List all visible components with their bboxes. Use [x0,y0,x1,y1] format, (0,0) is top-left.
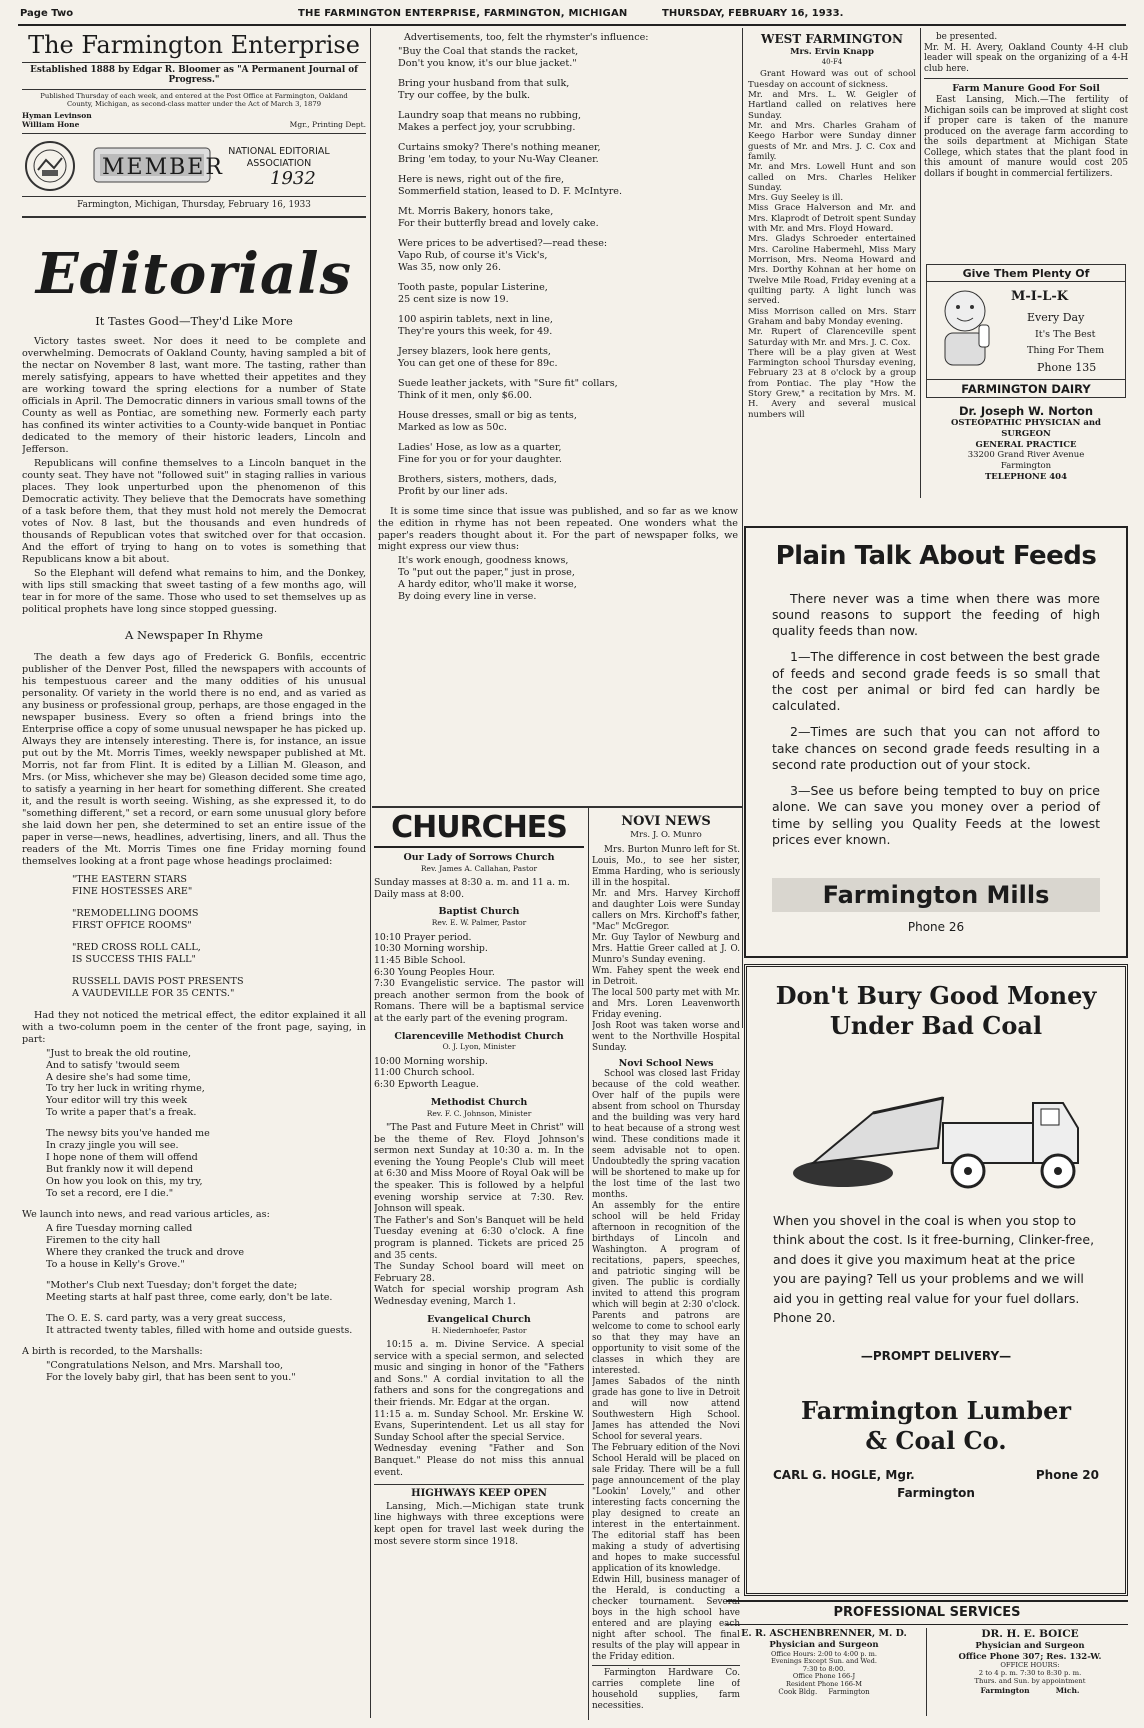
coal-title: Under Bad Coal [829,1011,1043,1040]
rhyme-verse: 100 aspirin tablets, next in line, They're yours this week, for 49. [398,313,553,337]
association-year: 1932 [270,168,316,190]
dairy-name: FARMINGTON DAIRY [927,379,1125,396]
rhyme-verse: The O. E. S. card party, was a very great success, It attracted twenty tables, filled with home and outside guests. [46,1313,353,1337]
rhyme-headline: RUSSELL DAVIS POST PRESENTS A VAUDEVILLE FOR 35 CENTS." [72,975,244,999]
coal-company: & Coal Co. [865,1426,1007,1456]
feeds-paragraph: 1—The difference in cost between the best grade of feeds and second grade feeds is so small that the cost per animal or bird fed can hardly be calculated. [772,649,1100,713]
hardware-text: Farmington Hardware Co. carries complete line of household supplies, farm necessities. [592,1665,740,1712]
doctor-location: Farmington Mich. [980,1685,1080,1695]
rhyme-verse: House dresses, small or big as tents, Marked as low as 50c. [398,409,577,433]
masthead-established: Established 1888 by Edgar R. Bloomer as "A Permanent Journal of Progress." [30,64,358,86]
editorial-paragraph: A birth is recorded, to the Marshalls: [22,1346,203,1358]
coal-title: Don't Bury Good Money [775,981,1097,1010]
rhyme-verse: "Buy the Coal that stands the racket, Don't you know, it's our blue jacket." [398,45,579,69]
masthead-published: Published Thursday of each week, and entered at the Post Office at Farmington, Oakland County, Michigan, as second-class matter under the Act of March 3, 1879 [40,91,348,108]
editorial-paragraph: Victory tastes sweet. Nor does it need to be complete and overwhelming. Democrats of Oakland County, having sampled a bit of the nectar on November 8 last, want more. The tasting, rather than merely satisfying, appears to have whetted their appetites and they are working toward the spring elections for a number of State officials in April. The Democratic dinners in various small towns of the County as well as Pontiac, are something new. Formerly each party has confined its winter activities to a County-wide banquet in Pontiac dedicated to the memory of their historic leaders, Lincoln and Jefferson. [22,335,366,455]
rhyme-headline: "REMODELLING DOOMS FIRST OFFICE ROOMS" [72,907,199,931]
editorials-column [22,244,366,1726]
west-farmington-byline: Mrs. Ervin Knapp [790,47,874,57]
novi-news-section [592,810,740,1720]
dairy-line2: M-I-L-K [1011,289,1069,304]
norton-town: Farmington [1000,460,1052,471]
novi-byline: Mrs. J. O. Munro [630,830,702,841]
manure-text: East Lansing, Mich.—The fertility of Michigan soils can be improved at slight cost if proper care is taken of the manure produced on the average farm according to the soils department at Michigan State College, which states that the plant food in this amount of manure would cost 205 dollars if bought in commercial fertilizers. [924,95,1128,179]
rhyme-verse: Here is news, right out of the fire, Sommerfield station, leased to D. F. McIntyre. [398,173,623,197]
feeds-ad [744,526,1128,958]
churches-section [374,810,584,1720]
doctor-name: DR. H. E. BOICE [981,1628,1079,1640]
rhyme-headline: "RED CROSS ROLL CALL, IS SUCCESS THIS FALL" [72,941,201,965]
editorial-headline: A Newspaper In Rhyme [125,627,263,642]
church-text: 10:00 Morning worship. 11:00 Church school. 6:30 Epworth League. [374,1055,488,1091]
churches-banner: CHURCHES [374,810,584,848]
church-pastor: Rev. E. W. Palmer, Pastor [431,918,527,928]
feeds-phone: Phone 26 [907,920,965,934]
rhyme-verse: Laundry soap that means no rubbing, Makes a perfect joy, your scrubbing. [398,109,582,133]
novi-text: School was closed last Friday because of the cold weather. Over half of the pupils were absent from school on Thursday and the building was very hard to heat because of a strong west wind. These conditions made it seem advisable not to open. Undoubtedly the spring vacation will be shortened to make up for the lost time of the last two months. An assembly for the entire school will be held Friday afternoon in recognition of the birthdays of Lincoln and Washington. A program of recitations, papers, speeches, and patriotic singing will be given. The public is cordially invited to attend this program which will begin at 2:30 o'clock. Parents and patrons are welcome to come to school early so that they may have an opportunity to visit some of the classes in which they are interested. James Sabados of the ninth grade has gone to live in Detroit and will now attend Southwestern High School. James has attended the Novi School for several years. The February edition of the Novi School Herald will be placed on sale Friday. There will be a full page announcement of the play "Lookin' Lovely," and other interesting facts concerning the play designed to create an interest in the entertainment. The editorial staff has been making a study of advertising and hopes to make successful application of its knowledge. Edwin Hill, business manager of the Herald, is conducting a checker tournament. Several boys in the high school have entered and are playing each night after school. The final results of the play will appear in the Friday edition. [592,1069,740,1662]
rhyme-verse: Mt. Morris Bakery, honors take, For their butterfly bread and lovely cake. [398,205,599,229]
feeds-paragraph: 2—Times are such that you can not afford to take chances on second grade feeds resulting in a second rate production out of your stock. [772,724,1100,772]
masthead-rule [22,89,366,90]
church-pastor: H. Niedernhoefer, Pastor [431,1325,527,1335]
page-number: Page Two [20,8,74,19]
west-farmington-phone: 40-F4 [821,57,843,66]
rhyme-verse: Brothers, sisters, mothers, dads, Profit by our liner ads. [398,473,557,497]
coal-phone: Phone 20 [1035,1468,1099,1483]
doctor-phone: Office Phone 307; Res. 132-W. [958,1651,1102,1662]
church-name: Clarenceville Methodist Church [394,1030,564,1042]
church-name: Our Lady of Sorrows Church [403,852,555,863]
highways-text: Lansing, Mich.—Michigan state trunk line highways with three exceptions were kept open for travel last week during the most severe storm since 1918. [374,1500,584,1547]
novi-text: Mrs. Burton Munro left for St. Louis, Mo., to see her sister, Emma Harding, who is seriously ill in the hospital. Mr. and Mrs. Harvey Kirchoff and daughter Lois were Sunday callers on Mrs. Kirchoff's father, "Mac" McGregor. Mr. Guy Taylor of Newburg and Mrs. Hattie Greer called at J. O. Munro's Sunday evening. Wm. Fahey spent the week end in Detroit. The local 500 party met with Mr. and Mrs. Loren Leavenworth Friday evening. Josh Root was taken worse and went to the Northville Hospital Sunday. [592,844,740,1053]
doctor-hours: Office Hours: 2:00 to 4:00 p. m. Evenings Except Sun. and Wed. 7:30 to 8:00. Office Phone 166-J Resident Phone 166-M [771,1649,877,1688]
masthead-editor2: William Hone [22,120,80,130]
doctor-title: Physician and Surgeon [769,1639,879,1650]
rhyme-verse: The newsy bits you've handed me In crazy jingle you will see. I hope none of them will offend But frankly now it will depend On how you look on this, my try, To set a record, ere I die." [46,1128,210,1200]
masthead-editor1: Hyman Levinson [22,111,92,121]
association-name: NATIONAL EDITORIAL ASSOCIATION [228,146,330,170]
doctor-card [932,1628,1128,1695]
column-rule [370,28,371,1718]
coal-truck-icon [773,1053,1103,1203]
baby-illustration-icon [933,285,999,369]
novi-school-headline: Novi School News [618,1057,714,1069]
masthead-printing: Mgr., Printing Dept. [289,120,366,130]
coal-prompt: —PROMPT DELIVERY— [860,1349,1012,1364]
column-rule [742,28,743,1028]
rhyme-verse: Curtains smoky? There's nothing meaner, Bring 'em today, to your Nu-Way Cleaner. [398,141,601,165]
column-rule [920,28,921,498]
coal-manager: CARL G. HOGLE, Mgr. [773,1468,915,1483]
editorial-paragraph: So the Elephant will defend what remains to him, and the Donkey, with lips still smacking that sweet tasting of a few months ago, will tear in for more of the same. Those who used to set themselves up as political prophets have long since stopped guessing. [22,567,366,615]
dateline: Farmington, Michigan, Thursday, February 16, 1933 [77,200,311,211]
editorial-headline: It Tastes Good—They'd Like More [95,313,293,328]
rhyme-verse: Ladies' Hose, as low as a quarter, Fine for you or for your daughter. [398,441,562,465]
editorial-paragraph: Advertisements, too, felt the rhymster's influence: [404,32,649,43]
church-pastor: Rev. James A. Callahan, Pastor [420,863,538,873]
church-name: Evangelical Church [427,1313,531,1325]
feeds-title: Plain Talk About Feeds [775,541,1097,571]
rhyme-verse: Suede leather jackets, with "Sure fit" collars, Think of it men, only $6.00. [398,377,618,401]
editorial-paragraph: We launch into news, and read various articles, as: [22,1209,270,1221]
dairy-line4: It's The Best [1035,329,1096,340]
editorial-paragraph: Had they not noticed the metrical effect, the editor explained it all with a two-column poem in the center of the front page, saying, in part: [22,1009,366,1045]
novi-headline: NOVI NEWS [621,814,711,829]
feeds-paragraph: There never was a time when there was more sound reasons to support the feeding of high quality feeds than now. [772,590,1100,638]
column-rule [926,1628,927,1716]
masthead [22,32,366,242]
doctor-location: Cook Bldg. Farmington [778,1688,870,1697]
west-farmington-section [748,32,916,502]
coal-body: When you shovel in the coal is when you stop to think about the cost. Is it free-burning, Clinker-free, and does it give you maximum heat at the price you are paying? Tell us your problems and we will aid you in getting real value for your fuel dollars. Phone 20. [773,1213,1095,1325]
church-text: Sunday masses at 8:30 a. m. and 11 a. m. Daily mass at 8:00. [374,877,570,900]
professional-services [726,1600,1128,1720]
editorial-paragraph: It is some time since that issue was published, and so far as we know the edition in rhyme has not been repeated. One wonders what the paper's readers thought about it. For the part of newspaper folks, we might express our view thus: [378,505,738,553]
rhyme-headline: "THE EASTERN STARS FINE HOSTESSES ARE" [72,873,193,897]
masthead-rule [22,196,366,197]
west-farmington-text: Grant Howard was out of school Tuesday on account of sickness. Mr. and Mrs. L. W. Geigler of Hartland called on relatives here Sunday. Mr. and Mrs. Charles Graham of Keego Harbor were Sunday dinner guests of Mr. and Mrs. J. C. Cox and family. Mr. and Mrs. Lowell Hunt and son called on Mrs. Charles Heliker Sunday. Mrs. Guy Seeley is ill. Miss Grace Halverson and Mr. and Mrs. Klaprodt of Detroit spent Sunday with Mr. and Mrs. Floyd Howard. Mrs. Gladys Schroeder entertained Mrs. Caroline Habermehl, Miss Mary Morrison, Mrs. Neoma Howard and Mrs. Dorthy Kohnan at her home on Twelve Mile Road, Friday evening at a quilting party. A light lunch was served. Miss Morrison called on Mrs. Starr Graham and baby Monday evening. Mr. Rupert of Clarenceville spent Saturday with Mr. and Mrs. J. C. Cox. There will be a play given at West Farmington school Thursday evening, February 23 at 8 o'clock by a group from Pontiac. The play "How the Story Grew," a recitation by Mrs. M. H. Avery and several musical numbers will [748,69,916,420]
doctor-name: E. R. ASCHENBRENNER, M. D. [741,1628,907,1639]
dairy-ad [926,264,1126,398]
church-name: Baptist Church [438,906,520,918]
dairy-line1: Give Them Plenty Of [927,267,1125,282]
norton-title: SURGEON [1001,429,1051,439]
coal-company: Farmington Lumber [801,1396,1071,1426]
church-pastor: O. J. Lyon, Minister [442,1042,516,1052]
section-rule [924,78,1128,79]
church-name: Methodist Church [430,1096,528,1108]
page-header-date: THURSDAY, FEBRUARY 16, 1933. [662,8,844,19]
rhyme-verse: "Mother's Club next Tuesday; don't forget the date; Meeting starts at half past three, come early, don't be late. [46,1280,333,1304]
col4-news [924,32,1128,202]
manure-headline: Farm Manure Good For Soil [952,83,1100,95]
norton-title: OSTEOPATHIC PHYSICIAN and [950,418,1101,429]
norton-card [926,404,1126,500]
rhyme-verse: Bring your husband from that sulk, Try our coffee, by the bulk. [398,77,570,101]
coal-ad [744,964,1128,1596]
masthead-title: The Farmington Enterprise [28,32,360,59]
feeds-paragraph: 3—See us before being tempted to buy on price alone. We can save you money over a period of time by selling you Quality Feeds at the lowest prices ever known. [772,783,1100,847]
dairy-line3: Every Day [1027,311,1085,324]
west-farmington-headline: WEST FARMINGTON [761,32,903,46]
church-text: 10:10 Prayer period. 10:30 Morning worship. 11:45 Bible School. 6:30 Young Peoples Hour. 7:30 Evangelistic service. The pastor will preach another sermon from the book of Romans. There will be a baptismal service at the early part of the evening program. [374,931,584,1024]
page-header-title: THE FARMINGTON ENTERPRISE, FARMINGTON, MICHIGAN [298,8,628,19]
norton-name: Dr. Joseph W. Norton [958,404,1094,418]
norton-address: 33200 Grand River Avenue [967,450,1085,461]
column-rule [588,808,589,1720]
church-text: 10:15 a. m. Divine Service. A special service with a special sermon, and selected music and singing in honor of the "Fathers and Sons." A cordial invitation to all the fathers and sons for the congregations and their friends. Mr. Edgar at the organ. 11:15 a. m. Sunday School. Mr. Erskine W. Evans, Superintendent. Let us all stay for Sunday School after the special Service. Wednesday evening "Father and Son Banquet." Please do not miss this annual event. [374,1338,584,1478]
rhyme-continued [378,32,738,822]
norton-title: GENERAL PRACTICE [975,439,1077,450]
editorials-banner: Editorials [35,244,353,307]
section-rule [372,806,742,808]
seal-icon [24,140,76,192]
member-word: MEMBER [102,155,224,181]
editorial-paragraph: The death a few days ago of Frederick G. Bonfils, eccentric publisher of the Denver Post, filled the newspapers with accounts of his tempestuous career and the many oddities of his unusual personality. Of variety in the world there is no end, and as varied as any business or professional group, perhaps, are those engaged in the newspaper business. Every so often a friend brings into the Enterprise office a copy of some unusual newspaper he has picked up. Always they are intensely interesting. There is, for instance, an issue put out by the Mt. Morris Times, weekly newspaper published at Mt. Morris, not far from Flint. It is edited by a Lillian M. Gleason, and Mrs. (or Miss, whichever she may be) Gleason decided some time ago, to satisfy a yearning in her heart for something different. She created it, and the result is worth seeing. Wishing, as she expressed it, to do "something different," set a record, or earn some unusual glory before she laid down her pen, she determined to set an entire issue of the paper in verse—news, headlines, advertising, liners, and all. Thus the readers of the Mt. Morris Times one fine Friday morning found themselves looking at a front page whose headings proclaimed: [22,651,366,867]
masthead-rule [22,62,366,63]
norton-tel: TELEPHONE 404 [984,471,1068,482]
member-logo [92,142,352,188]
doctor-title: Physician and Surgeon [975,1641,1085,1652]
dairy-phone: Phone 135 [1037,361,1097,374]
rhyme-verse: "Just to break the old routine, And to satisfy 'twould seem A desire she's had some time, To try her luck in writing rhyme, Your editor will try this week To write a paper that's a freak. [46,1047,205,1119]
rhyme-verse: A fire Tuesday morning called Firemen to the city hall Where they cranked the truck and drove To a house in Kelly's Grove." [46,1223,245,1271]
rhyme-verse: Jersey blazers, look here gents, You can get one of these for 89c. [398,345,558,369]
church-pastor: Rev. F. C. Johnson, Minister [426,1108,532,1118]
doctor-card [726,1628,922,1697]
professional-headline: PROFESSIONAL SERVICES [726,1600,1128,1625]
top-rule [18,24,1126,26]
masthead-rule [22,216,366,218]
church-text: "The Past and Future Meet in Christ" will be the theme of Rev. Floyd Johnson's sermon next Sunday at 10:30 a. m. In the evening the Young People's Club will meet at 6:30 and Miss Moore of Royal Oak will be the speaker. This is followed by a helpful evening worship service at 7:30. Rev. Johnson will speak. The Father's and Son's Banquet will be held Tuesday evening at 6:30 o'clock. A fine program is planned. Tickets are priced 25 and 35 cents. The Sunday School board will meet on February 28. Watch for special worship program Ash Wednesday evening, March 1. [374,1121,584,1308]
doctor-hours: OFFICE HOURS: 2 to 4 p. m. 7:30 to 8:30 p. m. Thurs. and Sun. by appointment [974,1661,1086,1685]
rhyme-verse: It's work enough, goodness knows, To "put out the paper," just in prose, A hardy editor, who'll make it worse, By doing every line in verse. [398,555,577,603]
col4-text: be presented. Mr. M. H. Avery, Oakland County 4-H club leader will speak on the organizing of a 4-H club here. [924,32,1128,74]
dairy-line5: Thing For Them [1027,345,1105,356]
rhyme-verse: "Congratulations Nelson, and Mrs. Marshall too, For the lovely baby girl, that has been sent to you." [46,1360,296,1384]
rhyme-verse: Tooth paste, popular Listerine, 25 cent size is now 19. [398,281,548,305]
editorial-paragraph: Republicans will confine themselves to a Lincoln banquet in the county seat. They have not "followed suit" in staging rallies in various places. They look unperturbed upon the phenomenon of this Democratic activity. They believe that the Democrats have something of a task before them, that they must hold not merely the Democrat votes of Nov. 8 last, but the thousands and even hundreds of thousands of Republican votes that switched over for that occasion. And the effort of trying to hang on to votes is something that Republicans know a bit about. [22,457,366,565]
feeds-mills: Farmington Mills [772,878,1100,912]
rhyme-verse: Were prices to be advertised?—read these: Vapo Rub, of course it's Vick's, Was 35, now only 26. [398,237,608,273]
highways-headline: HIGHWAYS KEEP OPEN [374,1484,584,1501]
coal-town: Farmington [897,1486,975,1501]
